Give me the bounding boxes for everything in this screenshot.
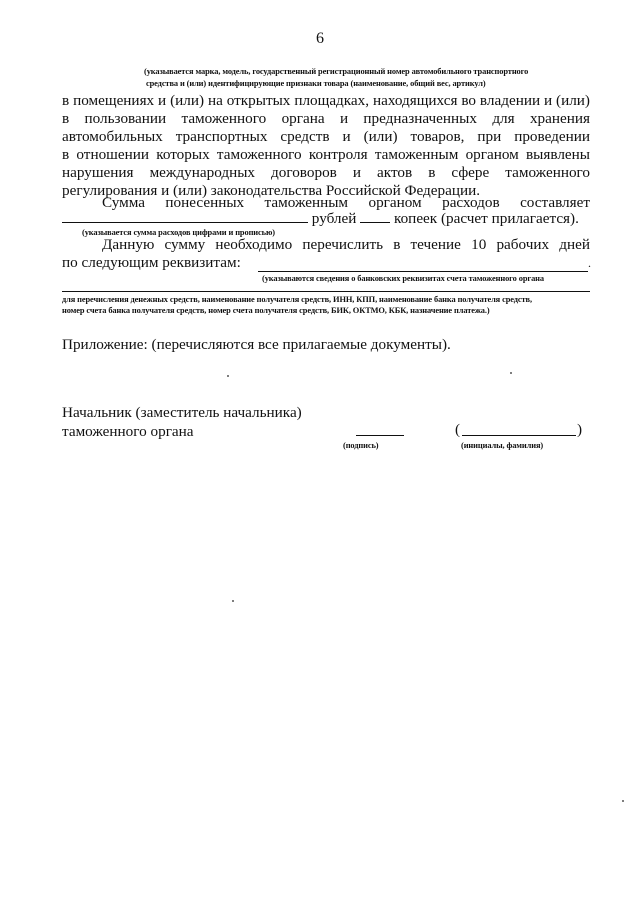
transfer-line1: Данную сумму необходимо перечислить в течение 10 рабочих дней [102,236,590,253]
initials-open-paren: ( [455,421,461,438]
paragraph1-line5: нарушения международных договоров и актов в сфере таможенного [62,164,590,181]
scan-speck [622,800,624,802]
signature-blank[interactable] [356,435,404,436]
paragraph1-line4: в отношении которых таможенного контроля таможенным органом выявлены [62,146,590,163]
requisites-note1: (указываются сведения о банковских реквизитах счета таможенного органа [262,274,544,283]
page-number: 6 [316,30,324,47]
vehicle-note-line1: (указывается марка, модель, государственный регистрационный номер автомобильного транспортного [144,67,529,76]
sum-amount-row [62,210,579,228]
requisites-note2: для перечисления денежных средств, наименование получателя средств, ИНН, КПП, наименование банка получателя средств, [62,295,532,304]
paragraph1-line3: автомобильных транспортных средств и (или) товаров, при проведении [62,128,590,145]
vehicle-note-line2: средства и (или) идентифицирующие признаки товара (наименование, общий вес, артикул) [146,79,486,88]
requisites-line2[interactable] [62,291,590,292]
scan-speck [232,600,234,602]
sum-line1: Сумма понесенных таможенным органом расходов составляет [102,194,590,211]
sum-amount-blank[interactable] [62,210,308,223]
kopecks-label: копеек (расчет прилагается). [393,210,579,227]
attachment-line: Приложение: (перечисляются все прилагаемые документы). [62,336,451,353]
scan-speck [227,375,229,377]
paragraph1-line2: в пользовании таможенного органа и предназначенных для хранения [62,110,590,127]
signature-note: (подпись) [343,441,379,450]
scan-speck [510,372,512,374]
sum-note: (указывается сумма расходов цифрами и прописью) [82,228,275,237]
transfer-line2: по следующим реквизитам: [62,254,241,271]
signatory-title-line2: таможенного органа [62,423,194,440]
kopecks-blank[interactable] [360,210,390,223]
initials-blank[interactable] [462,435,576,436]
paragraph1-line6: регулирования и (или) законодательства Российской Федерации. [62,182,481,199]
signatory-title-line1: Начальник (заместитель начальника) [62,404,302,421]
requisites-blank[interactable] [258,271,588,272]
requisites-period: . [588,256,591,270]
initials-close-paren: ) [577,421,583,438]
paragraph1-line1: в помещениях и (или) на открытых площадках, находящихся во владении и (или) [62,92,590,109]
rubles-label: рублей [311,210,357,227]
initials-note: (инициалы, фамилия) [461,441,544,450]
requisites-note3: номер счета банка получателя средств, номер счета получателя средств, БИК, ОКТМО, КБК, назначение платежа.) [62,306,490,315]
